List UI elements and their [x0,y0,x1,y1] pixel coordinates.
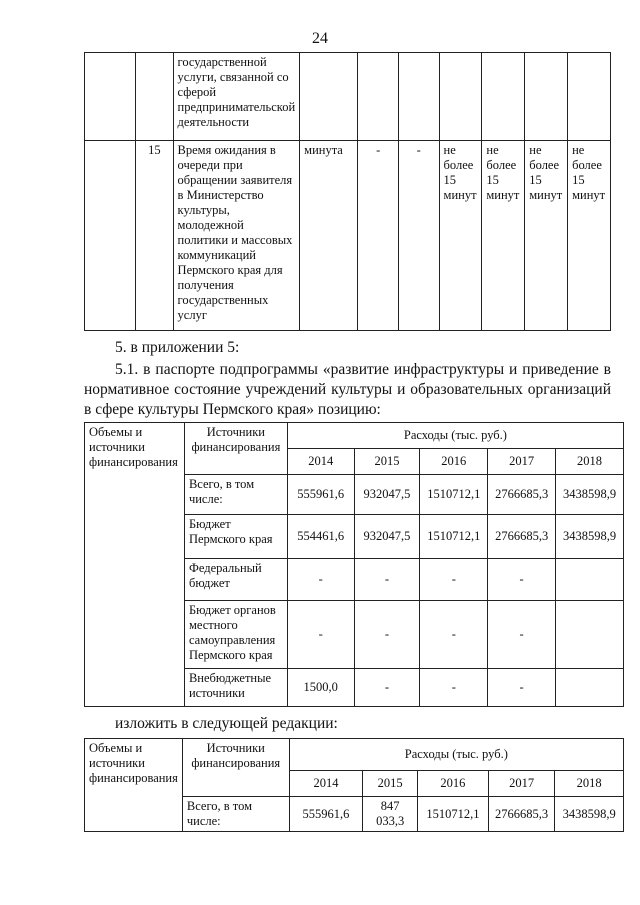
paragraph-line: 5.1. в паспорте подпрограммы «развитие инфраструктуры и приведение в [115,361,611,378]
paragraph-new-edition: изложить в следующей редакции: [115,715,338,732]
table-row [85,53,611,141]
year-cell: 2015 [354,449,420,475]
row-label: Федеральный бюджет [184,559,287,601]
header-sources: Источники финансирования [184,423,287,475]
value-cell: 2766685,3 [488,797,554,832]
year-cell: 2017 [488,449,556,475]
value-cell: - [420,559,488,601]
year-cell: 2015 [363,771,418,797]
table-row [85,423,624,449]
value-cell: - [488,601,556,669]
value-cell: 2766685,3 [488,515,556,559]
row-value: - [398,141,439,331]
header-expenses: Расходы (тыс. руб.) [287,423,623,449]
value-cell: - [488,559,556,601]
value-cell: - [354,601,420,669]
table-row [85,141,611,331]
year-cell: 2017 [488,771,554,797]
value-cell: 1500,0 [287,669,354,707]
row-number: 15 [136,141,173,331]
row-label: Внебюджетные источники [184,669,287,707]
value-cell: - [354,669,420,707]
value-cell: 1510712,1 [420,475,488,515]
indicators-table [84,52,611,331]
year-cell: 2018 [555,771,624,797]
table-row [85,739,624,771]
value-cell: 3438598,9 [555,797,624,832]
value-cell [556,669,624,707]
row-label: Бюджет органов местного самоуправления Пермского края [184,601,287,669]
year-cell: 2016 [420,449,488,475]
value-cell: - [488,669,556,707]
value-cell [556,559,624,601]
row-description: государственной услуги, связанной со сферой предпринимательской деятельности [173,53,300,141]
row-unit: минута [300,141,358,331]
value-cell: - [287,601,354,669]
year-cell: 2014 [287,449,354,475]
value-cell: 932047,5 [354,475,420,515]
row-value: не более 15 минут [439,141,482,331]
year-cell: 2014 [289,771,363,797]
header-sources: Источники финансирования [182,739,289,797]
value-cell: 1510712,1 [418,797,489,832]
row-description: Время ожидания в очереди при обращении заявителя в Министерство культуры, молодежной политики и массовых коммуникаций Пермского края для получения государственных услуг [173,141,300,331]
row-label: Всего, в том числе: [184,475,287,515]
value-cell: - [420,601,488,669]
value-cell: - [354,559,420,601]
value-cell: 1510712,1 [420,515,488,559]
financing-table-new [84,738,624,832]
value-cell: - [420,669,488,707]
header-volumes: Объемы и источники финансирования [85,739,183,832]
row-value: - [358,141,399,331]
value-cell: 555961,6 [287,475,354,515]
header-expenses: Расходы (тыс. руб.) [289,739,623,771]
row-value: не более 15 минут [525,141,568,331]
row-label: Всего, в том числе: [182,797,289,832]
page-number: 24 [312,30,328,47]
value-cell: - [287,559,354,601]
value-cell: 932047,5 [354,515,420,559]
row-label: Бюджет Пермского края [184,515,287,559]
value-cell [556,601,624,669]
value-cell: 555961,6 [289,797,363,832]
financing-table-old [84,422,624,707]
value-cell: 554461,6 [287,515,354,559]
row-value: не более 15 минут [482,141,525,331]
paragraph-line: нормативное состояние учреждений культуры и образовательных организаций [84,381,611,398]
paragraph-appendix: 5. в приложении 5: [115,339,240,356]
value-cell: 847 033,3 [363,797,418,832]
paragraph-line: в сфере культуры Пермского края» позицию: [84,401,381,418]
header-volumes: Объемы и источники финансирования [85,423,185,707]
value-cell: 2766685,3 [488,475,556,515]
row-value: не более 15 минут [568,141,611,331]
year-cell: 2016 [418,771,489,797]
year-cell: 2018 [556,449,624,475]
value-cell: 3438598,9 [556,515,624,559]
value-cell: 3438598,9 [556,475,624,515]
